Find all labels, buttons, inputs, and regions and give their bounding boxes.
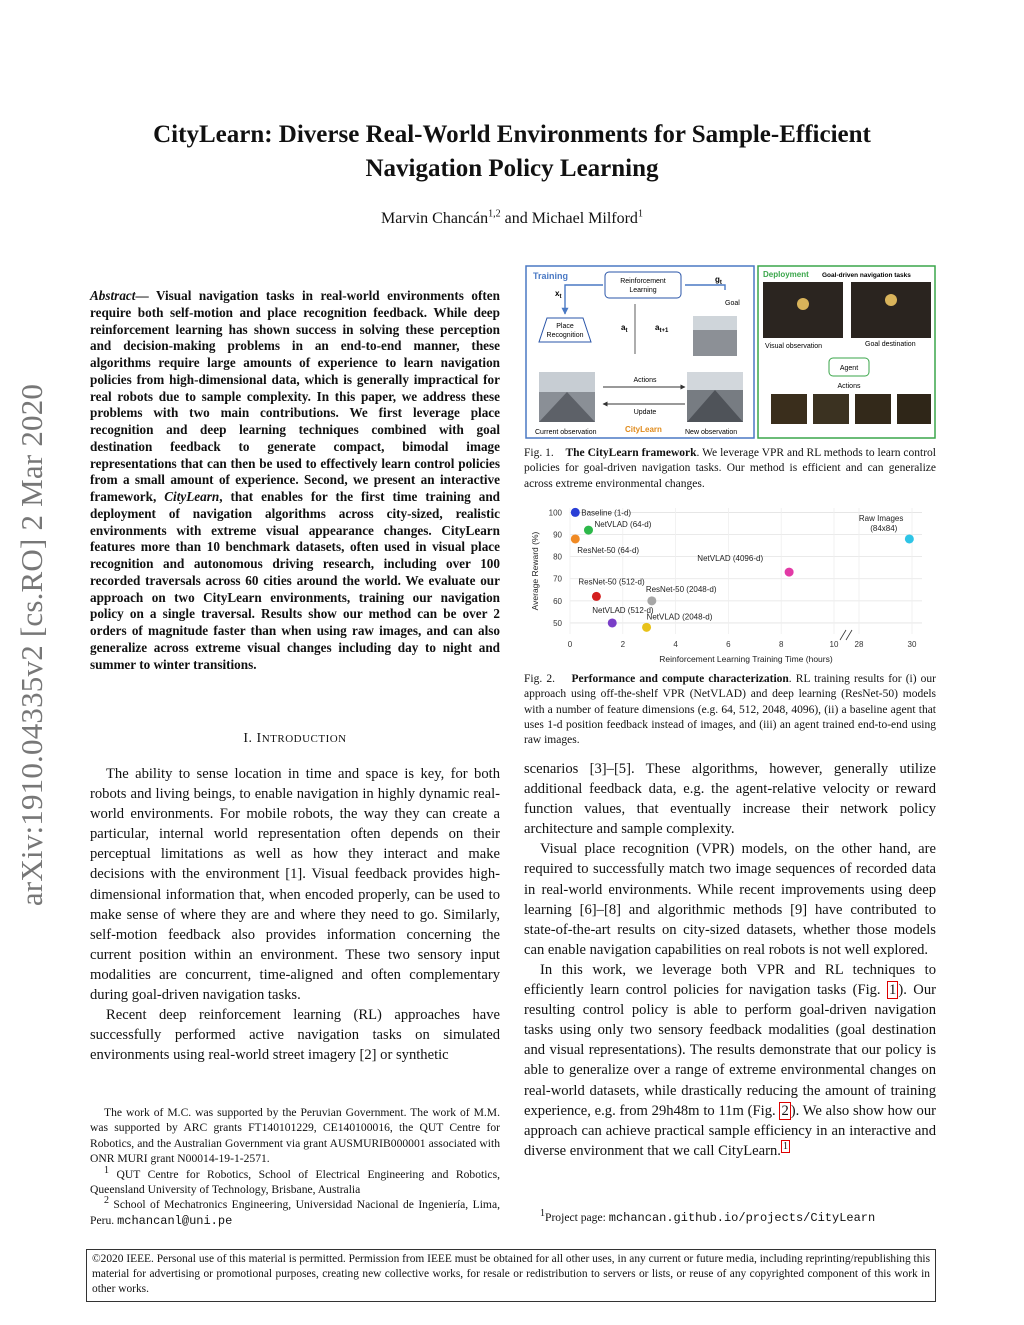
y-tick-label: 70 [553,574,562,584]
author-email[interactable]: mchancanl@uni.pe [117,1213,233,1228]
arxiv-id: arXiv:1910.04335v2 [cs.RO] 2 Mar 2020 [14,383,49,907]
figure-2 [524,498,936,668]
data-label: ResNet-50 (2048-d) [645,584,717,594]
fig-2-link[interactable]: 2 [781,1102,789,1119]
data-point [584,526,593,535]
right-paragraph-3 [524,960,936,1161]
current-obs-label: Current observation [535,429,597,436]
fig2-cap-title: Performance and compute characterization [571,673,789,685]
title-line-1: CityLearn: Diverse Real-World Environments for Sample-Efficient [153,121,871,148]
p3-part-b: ). Our resulting control policy is able to perform goal-driven navigation tasks using only two sensory feedback modalities (goal destination and visual representations). The results demonstrate that our policy is able to generalize over a range of extreme environmental changes on real-world datasets, while drastically reducing the amount of training experience, e.g. from 29h48m to 11m (Fig. [524,982,936,1119]
data-label: NetVLAD (512-d) [592,605,654,615]
fig1-cap-label: Fig. 1. [524,447,554,459]
y-axis-label: Average Reward (%) [530,531,540,611]
at-label: $a_t$ [621,323,628,334]
rl-box [605,272,681,298]
fig2-cap-text: . RL training results for (i) our approach using off-the-shelf VPR (NetVLAD) and deep learning (ResNet-50) models with a number of feature dimensions (e.g. 64, 512, 2048, 4096), (ii) a baseline agent that uses 1-d position feedback instead of images, and (iii) an agent trained end-to-end using raw images. [524,673,937,747]
project-url[interactable]: mchancan.github.io/projects/CityLearn [608,1211,876,1225]
p3-part-a: In this work, we leverage both VPR and RL techniques to efficiently learn control policies for navigation tasks (Fig. [524,961,936,999]
data-point [592,592,601,601]
agent-label: Agent [839,365,859,372]
right-column-body [524,759,936,1161]
abstract-framework-name: CityLearn [164,489,220,504]
pr-line1: Place [556,323,574,330]
dep-image-3 [855,394,891,424]
scatter-chart [524,498,936,668]
copyright-notice: ©2020 IEEE. Personal use of this material is permitted. Permission from IEEE must be obtained for all other uses, in any current or future media, including reprinting/republishing this material for advertising or promotional purposes, creating new collective works, for resale or redistribution to servers or lists, or reuse of any copyrighted component of this work in other works. [86,1249,936,1302]
right-paragraph-2: Visual place recognition (VPR) models, on the other hand, are required to successfully match two image sequences of recorded data in real-world environments. While recent improvements using deep learning [6]–[8] and algorithmic methods [9] have contributed to state-of-the-art results on city-sized datasets, whether those models can enable navigation capabilities on real robots is not well explored. [524,841,936,958]
author-2-affil: 1 [637,208,643,220]
aff2-text: School of Mechatronics Engineering, Universidad Nacional de Ingeniería, Lima, Peru. [90,1198,500,1227]
author-1-affil: 1,2 [488,208,501,220]
aff1-sup: 1 [104,1164,109,1176]
actions-label: Actions [633,377,657,384]
proj-label: Project page: [545,1211,609,1224]
data-label: (84x84) [870,523,898,533]
intro-body [90,764,500,1065]
affiliation-2 [90,1197,500,1229]
fig-1-link[interactable]: 1 [889,982,897,999]
p3-part-c: ). We also show how our approach can achieve practical sample efficiency in an interactive and diverse environment that we call CityLearn. [524,1102,936,1159]
arrow-rl-to-pr [565,285,603,314]
abstract-text: — Visual navigation tasks in real-world environments often require both self-motion and place recognition feedback. While deep reinforcement learning has shown success in solving these perception and decision-making problems in an end-to-end manner, these algorithms require large amounts of experience to learn navigation policies from high-dimensional data, which is generally impractical for real robots due to sample complexity. In this paper, we address these problems with two main contributions. We first leverage place recognition and deep learning techniques combined with goal destination feedback to generate compact, bimodal image representations that can then be used to effectively learn control policies from a small amount of experience. Second, we present an interactive framework, [90,288,500,504]
axis-break-mark [840,630,846,640]
figure-1-caption [524,446,936,492]
data-point [642,623,651,632]
data-label: Raw Images [858,513,904,523]
intro-paragraph-1: The ability to sense location in time and space is key, for both robots and living beings, to enable navigation in highly dynamic real-world environments. For mobile robots, the way they can create a particular, internal world representation often depends on their perceptual limitations as well as how they interact and make decisions with the environment [1]. Visual feedback provides high-dimensional information that, when encoded properly, can be used to make sense of where they are and where they need to go. Similarly, self-motion feedback also provides information concerning the current position within an environment. These two sensory input modalities are concurrent, time-aligned and often complementary during goal-driven navigation tasks. [90,766,500,1004]
section-cap: I [256,731,262,746]
data-point [571,508,580,517]
title-line-2: Navigation Policy Learning [365,155,659,182]
y-tick-label: 80 [553,552,562,562]
x-tick-label: 6 [726,640,731,649]
fig1-cap-text: . We leverage VPR and RL methods to learn control policies for goal-driven navigation tasks. Our method is efficient and can generalize across extreme environmental changes. [524,447,936,490]
y-tick-label: 90 [553,530,562,540]
goal-label: Goal [725,300,740,307]
figure-1 [525,264,936,440]
footnotes [90,1105,500,1229]
authors [0,210,1024,228]
data-point [608,618,617,627]
rl-box-line2: Learning [629,287,657,294]
citylearn-label: CityLearn [625,425,662,434]
proj-sup: 1 [540,1208,545,1220]
update-label: Update [633,409,657,416]
author-and: and [500,210,532,227]
new-obs-label: New observation [685,429,738,436]
funding-note: The work of M.C. was supported by the Peruvian Government. The work of M.M. was supported by ARC grants FT140101229, CE140100016, the QUT Centre for Robotics, and the Australian Government via grant AUSMURIB000001 associated with ONR MURI grant N00014-19-1-2571. [90,1106,500,1166]
dep-actions-label: Actions [837,383,861,390]
footnote-1-link[interactable]: 1 [782,1140,788,1152]
section-number: I. [243,731,257,746]
y-tick-label: 60 [553,596,562,606]
data-label: NetVLAD (4096-d) [697,554,764,564]
data-point [571,534,580,543]
author-1: Marvin Chancán [381,210,489,227]
axis-break-mark [846,630,852,640]
data-label: ResNet-50 (512-d) [578,577,645,587]
fig1-cap-title: The CityLearn framework [565,447,697,459]
right-paragraph-1: scenarios [3]–[5]. These algorithms, however, generally utilize additional feedback data, e.g. the agent-relative velocity or reward function values, that eventually increase their network policy architecture and sample complexity. [524,761,936,838]
data-label: NetVLAD (2048-d) [646,612,713,622]
deployment-label: Deployment [763,270,809,279]
x-tick-label: 30 [907,640,917,649]
arxiv-stamp [14,360,48,930]
abstract-label: Abstract [90,288,136,303]
at1-label: $a_{t+1}$ [655,323,669,334]
section-rest: NTRODUCTION [261,733,347,745]
visual-obs-label: Visual observation [765,343,823,350]
x-tick-label: 8 [778,640,784,649]
x-tick-label: 10 [829,640,839,649]
x-tick-label: 28 [854,640,864,649]
goal-dest-label: Goal destination [865,341,916,348]
data-point [785,568,794,577]
y-tick-label: 50 [553,618,562,628]
dep-image-4 [897,394,931,424]
goal-driven-label: Goal-driven navigation tasks [822,272,911,279]
y-tick-label: 100 [548,508,562,518]
gt-label: $g_t$ [715,275,722,286]
x-tick-label: 0 [567,640,573,649]
x-tick-label: 4 [673,640,678,649]
dep-image-2 [813,394,849,424]
project-footnote [540,1208,876,1225]
data-label: Baseline (1-d) [581,508,632,518]
paper-title [0,118,1024,186]
data-point [647,596,656,605]
intro-paragraph-2: Recent deep reinforcement learning (RL) approaches have successfully performed active navigation tasks on simulated environments using real-world street imagery [2] or synthetic [90,1007,500,1064]
dep-image-1 [771,394,807,424]
abstract-text-2: , that enables for the first time training and deployment of navigation algorithms across city-sized, realistic environments with extreme visual appearance changes. CityLearn features more than 10 benchmark datasets, often used in visual place recognition and autonomous driving research, including over 100 recorded traversals across 60 cities around the world. We evaluate our approach on two CityLearn environments, training our navigation policy on a single traversal. Results show our method can be over 2 orders of magnitude faster than when using raw images, and can also generalize across extreme visual changes including day to night and summer to winter transitions. [90,489,500,672]
aff1-text: QUT Centre for Robotics, School of Electrical Engineering and Robotics, Queensland University of Technology, Brisbane, Australia [90,1167,500,1197]
aff2-sup: 2 [104,1195,109,1207]
goal-destination-image [851,282,931,338]
x-tick-label: 2 [620,640,626,649]
figure-2-caption [524,672,936,748]
x-axis-label: Reinforcement Learning Training Time (hours) [659,654,833,664]
fig2-cap-label: Fig. 2. [524,673,555,685]
xt-label: $x_t$ [555,289,562,300]
section-heading-introduction [90,731,500,747]
author-2: Michael Milford [531,210,638,227]
pr-line2: Recognition [546,332,584,339]
data-point [905,534,914,543]
data-label: NetVLAD (64-d) [594,520,652,530]
training-label: Training [533,271,569,281]
rl-box-line1: Reinforcement [620,278,666,285]
data-label: ResNet-50 (64-d) [577,545,640,555]
affiliation-1 [90,1164,500,1198]
abstract [90,288,500,673]
